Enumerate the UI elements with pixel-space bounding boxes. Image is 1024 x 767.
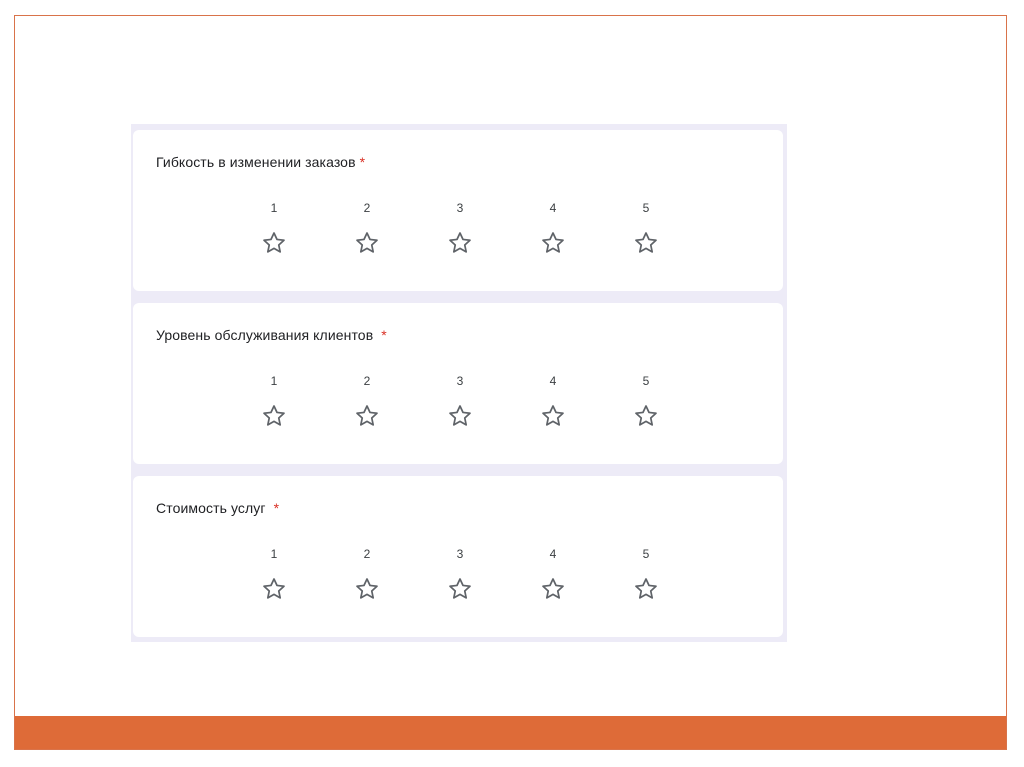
rating-number: 2 — [363, 374, 371, 388]
star-outline-icon[interactable] — [447, 403, 473, 429]
rating-number: 4 — [549, 374, 557, 388]
rating-number: 5 — [642, 547, 650, 561]
star-outline-icon[interactable] — [633, 230, 659, 256]
required-mark: * — [359, 154, 366, 170]
question-card-customer-service — [133, 303, 783, 464]
rating-number: 1 — [270, 374, 278, 388]
rating-option-2[interactable] — [343, 373, 391, 429]
star-outline-icon[interactable] — [633, 403, 659, 429]
rating-number: 2 — [363, 201, 371, 215]
rating-option-2[interactable] — [343, 546, 391, 602]
star-outline-icon[interactable] — [540, 230, 566, 256]
slide-bottom-bar — [15, 716, 1006, 749]
star-outline-icon[interactable] — [540, 403, 566, 429]
star-outline-icon[interactable] — [261, 230, 287, 256]
rating-option-1[interactable] — [250, 546, 298, 602]
question-title — [156, 500, 279, 516]
star-outline-icon[interactable] — [633, 576, 659, 602]
rating-number: 4 — [549, 201, 557, 215]
rating-option-3[interactable] — [436, 200, 484, 256]
rating-option-5[interactable] — [622, 373, 670, 429]
star-outline-icon[interactable] — [354, 576, 380, 602]
question-title — [156, 154, 365, 170]
star-outline-icon[interactable] — [354, 403, 380, 429]
rating-option-4[interactable] — [529, 200, 577, 256]
rating-option-5[interactable] — [622, 200, 670, 256]
star-outline-icon[interactable] — [447, 230, 473, 256]
star-outline-icon[interactable] — [261, 576, 287, 602]
rating-option-2[interactable] — [343, 200, 391, 256]
rating-number: 3 — [456, 547, 464, 561]
rating-option-3[interactable] — [436, 373, 484, 429]
star-outline-icon[interactable] — [540, 576, 566, 602]
rating-number: 5 — [642, 374, 650, 388]
rating-option-4[interactable] — [529, 546, 577, 602]
question-title-text: Гибкость в изменении заказов — [156, 154, 356, 170]
rating-number: 1 — [270, 201, 278, 215]
rating-number: 5 — [642, 201, 650, 215]
rating-row — [250, 200, 670, 256]
rating-number: 3 — [456, 201, 464, 215]
rating-row — [250, 373, 670, 429]
question-card-order-flexibility — [133, 130, 783, 291]
rating-row — [250, 546, 670, 602]
question-title-text: Стоимость услуг — [156, 500, 266, 516]
star-outline-icon[interactable] — [354, 230, 380, 256]
rating-number: 1 — [270, 547, 278, 561]
rating-number: 4 — [549, 547, 557, 561]
question-title-text: Уровень обслуживания клиентов — [156, 327, 374, 343]
rating-option-5[interactable] — [622, 546, 670, 602]
required-mark: * — [273, 500, 280, 516]
rating-option-4[interactable] — [529, 373, 577, 429]
question-title — [156, 327, 387, 343]
rating-option-1[interactable] — [250, 200, 298, 256]
required-mark: * — [381, 327, 387, 343]
question-card-service-cost — [133, 476, 783, 637]
rating-number: 2 — [363, 547, 371, 561]
star-outline-icon[interactable] — [261, 403, 287, 429]
form-area — [131, 124, 787, 642]
rating-option-3[interactable] — [436, 546, 484, 602]
rating-option-1[interactable] — [250, 373, 298, 429]
rating-number: 3 — [456, 374, 464, 388]
star-outline-icon[interactable] — [447, 576, 473, 602]
